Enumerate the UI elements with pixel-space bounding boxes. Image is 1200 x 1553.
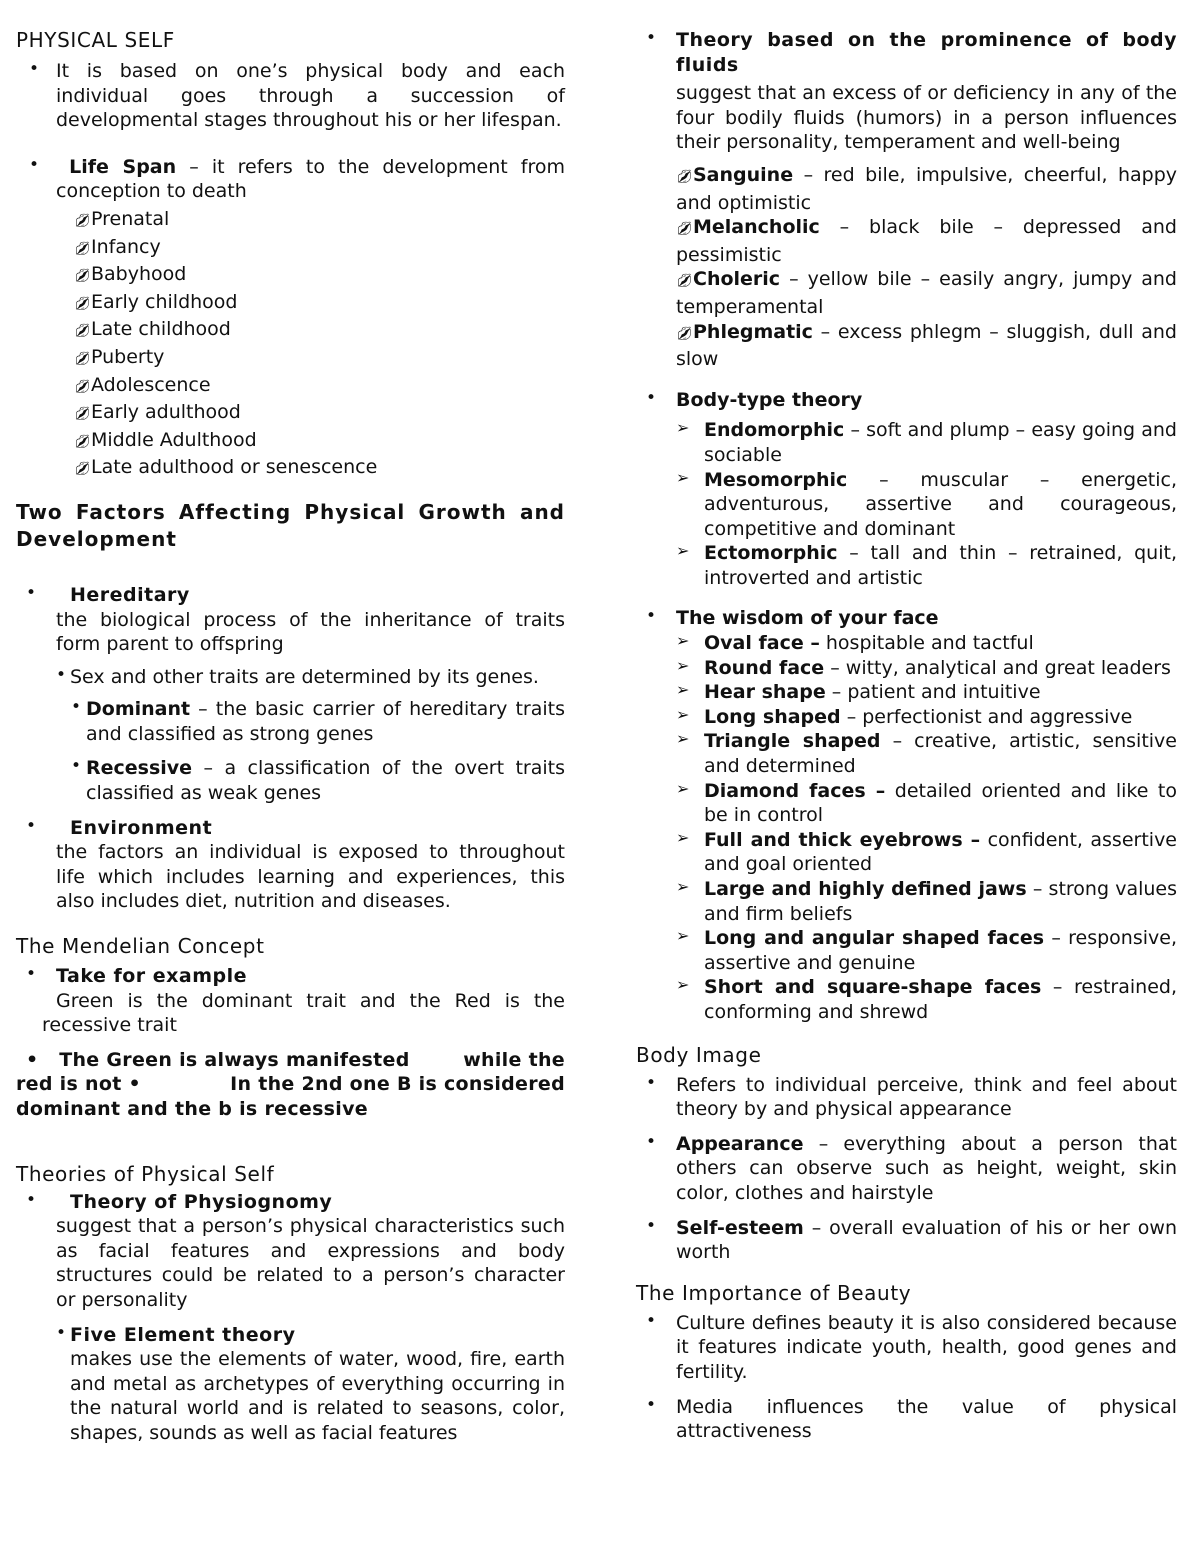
hereditary-term: Hereditary xyxy=(70,583,190,606)
physiognomy-term: Theory of Physiognomy xyxy=(70,1190,333,1213)
lips-icon: 💋︎ xyxy=(74,296,91,312)
body-image-item-1: • Refers to individual perceive, think and feel about theory by and physical appearance xyxy=(646,1072,1177,1121)
bullet-icon: • xyxy=(646,387,657,408)
face-item xyxy=(636,606,1177,1024)
list-item: ➢ Long shaped – perfectionist and aggressive xyxy=(676,704,1133,728)
list-item: ➢ Triangle shaped – creative, artistic, sensitive and determined xyxy=(676,729,1177,778)
bullet-icon: • xyxy=(71,697,82,718)
appearance-item: • Appearance – everything about a person that others can observe such as height, weight, skin color, clothes and hairstyle xyxy=(646,1131,1177,1204)
environment-def: the factors an individual is exposed to throughout life which includes learning and experiences, this also includes diet, nutrition and diseases. xyxy=(56,841,565,913)
right-column xyxy=(636,28,1177,1444)
list-item: ➢ Endomorphic – soft and plump – easy going and sociable xyxy=(676,418,1177,466)
arrow-icon: ➢ xyxy=(676,926,690,946)
list-item: ➢ Full and thick eyebrows – confident, assertive and goal oriented xyxy=(676,827,1177,876)
arrow-icon: ➢ xyxy=(676,680,690,700)
five-element-def: makes use the elements of water, wood, fire, earth and metal as archetypes of everything occurring in the natural world and is related to seasons, color, shapes, sounds as well as facial features xyxy=(70,1348,565,1444)
list-item: 💋︎Choleric – yellow bile – easily angry, jumpy and temperamental xyxy=(676,268,1177,318)
list-item: ➢ Hear shape – patient and intuitive xyxy=(676,680,1041,704)
lips-icon: 💋︎ xyxy=(676,274,693,290)
environment-term: Environment xyxy=(70,816,213,839)
bullet-icon: • xyxy=(646,1394,657,1415)
bullet-icon: • xyxy=(29,59,40,79)
arrow-icon: ➢ xyxy=(676,418,690,438)
example-term: Take for example xyxy=(56,965,248,988)
list-item: 💋︎Sanguine – red bile, impulsive, cheerful, happy and optimistic xyxy=(676,163,1177,214)
sex-item xyxy=(16,665,565,690)
two-factors-heading: Two Factors Affecting Physical Growth and Development xyxy=(16,499,565,551)
left-column xyxy=(16,28,565,1446)
bodytype-item xyxy=(636,388,1177,591)
lifespan-item xyxy=(16,155,565,204)
hereditary-def: the biological process of the inheritance of traits form parent to offspring xyxy=(56,608,565,656)
list-item: 💋︎Puberty xyxy=(74,345,565,373)
bullet-icon: • xyxy=(56,1322,67,1343)
list-item: 💋︎Middle Adulthood xyxy=(74,428,565,456)
sex-text: Sex and other traits are determined by its genes. xyxy=(70,665,539,688)
list-item: ➢ Oval face – hospitable and tactful xyxy=(676,631,1034,655)
list-item: 💋︎Adolescence xyxy=(74,373,565,401)
physiognomy-def: suggest that a person’s physical characteristics such as facial features and expressions and body structures could be related to a person’s character or personality xyxy=(56,1215,565,1311)
list-item: 💋︎Prenatal xyxy=(74,207,565,235)
bullet-icon: • xyxy=(56,664,67,685)
lips-icon: 💋︎ xyxy=(676,326,693,342)
bullet-icon: • xyxy=(646,1215,657,1236)
five-element-term: Five Element theory xyxy=(70,1323,296,1346)
environment-item xyxy=(16,816,565,841)
bullet-icon: • xyxy=(646,1131,657,1152)
list-item: ➢ Diamond faces – detailed oriented and like to be in control xyxy=(676,778,1178,827)
arrow-icon: ➢ xyxy=(676,704,690,724)
recessive-item xyxy=(16,756,565,805)
lifespan-def: – it refers to the development from conception to death xyxy=(56,155,565,203)
mendelian-bold-note: • The Green is always manifested while the red is not • In the 2nd one B is considered dominant and the b is recessive xyxy=(16,1048,565,1120)
lips-icon: 💋︎ xyxy=(74,407,91,423)
lips-icon: 💋︎ xyxy=(676,222,693,238)
list-item: ➢ Round face – witty, analytical and great leaders xyxy=(676,655,1171,679)
fluids-def: suggest that an excess of or deficiency in any of the four bodily fluids (humors) in a person influences their personality, temperament and well-being xyxy=(676,82,1177,154)
list-item: ➢ Mesomorphic – muscular – energetic, adventurous, assertive and courageous, competitive and dominant xyxy=(676,467,1177,540)
stages-list xyxy=(16,207,565,483)
arrow-icon: ➢ xyxy=(676,631,690,651)
bullet-icon: • xyxy=(128,1073,141,1096)
bullet-icon: • xyxy=(29,154,40,175)
fluids-term: Theory based on the prominence of body fluids xyxy=(676,29,1177,76)
arrow-icon: ➢ xyxy=(676,655,690,675)
example-text: Green is the dominant trait and the Red is the recessive trait xyxy=(42,989,565,1037)
bodytype-term: Body-type theory xyxy=(676,388,863,411)
lips-icon: 💋︎ xyxy=(676,169,693,185)
list-item: 💋︎Late adulthood or senescence xyxy=(74,455,565,483)
physiognomy-item xyxy=(16,1190,565,1215)
face-term: The wisdom of your face xyxy=(676,607,939,630)
list-item: 💋︎Babyhood xyxy=(74,262,565,290)
bullet-icon: • xyxy=(26,1048,39,1071)
body-image-heading: Body Image xyxy=(636,1042,762,1067)
list-item: 💋︎Infancy xyxy=(74,235,565,263)
arrow-icon: ➢ xyxy=(676,729,690,749)
intro-item xyxy=(16,59,565,133)
hereditary-item xyxy=(16,583,565,608)
lips-icon: 💋︎ xyxy=(74,241,91,257)
lifespan-term: Life Span xyxy=(69,155,177,178)
fluids-item xyxy=(636,28,1177,372)
arrow-icon: ➢ xyxy=(676,877,690,896)
physical-self-heading: PHYSICAL SELF xyxy=(16,28,175,52)
beauty-item-2: • Media influences the value of physical attractiveness xyxy=(646,1394,1177,1443)
bullet-icon: • xyxy=(26,1189,37,1210)
list-item: 💋︎Melancholic – black bile – depressed and pessimistic xyxy=(676,216,1177,266)
arrow-icon: ➢ xyxy=(676,778,690,798)
bullet-icon: • xyxy=(26,582,37,603)
bullet-icon: • xyxy=(26,815,37,836)
face-list xyxy=(676,631,1177,1025)
intro-text: It is based on one’s physical body and each individual goes through a succession of developmental stages throughout his or her lifespan. xyxy=(56,60,565,132)
lips-icon: 💋︎ xyxy=(74,434,91,450)
lips-icon: 💋︎ xyxy=(74,351,91,367)
humors-list xyxy=(676,163,1177,372)
dominant-item xyxy=(16,697,565,746)
example-item xyxy=(16,964,565,989)
dominant-text: Dominant – the basic carrier of hereditary traits and classified as strong genes xyxy=(86,698,565,745)
bullet-icon: • xyxy=(71,756,82,777)
theories-heading: Theories of Physical Self xyxy=(16,1161,275,1186)
list-item: 💋︎Early childhood xyxy=(74,290,565,318)
mendelian-heading: The Mendelian Concept xyxy=(16,934,265,959)
list-item: 💋︎Late childhood xyxy=(74,317,565,345)
list-item: ➢ Long and angular shaped faces – responsive, assertive and genuine xyxy=(676,926,1177,974)
list-item: ➢ Large and highly defined jaws – strong values and firm beliefs xyxy=(676,877,1177,925)
bullet-icon: • xyxy=(646,606,657,627)
bullet-icon: • xyxy=(26,964,37,985)
lips-icon: 💋︎ xyxy=(74,324,91,340)
beauty-item-1: • Culture defines beauty it is also considered because it features indicate youth, health, good genes and fertility. xyxy=(646,1310,1177,1383)
bullet-icon: • xyxy=(646,28,657,48)
list-item: 💋︎Phlegmatic – excess phlegm – sluggish, dull and slow xyxy=(676,320,1177,371)
arrow-icon: ➢ xyxy=(676,827,690,847)
arrow-icon: ➢ xyxy=(676,975,690,995)
arrow-icon: ➢ xyxy=(676,467,690,487)
bullet-icon: • xyxy=(646,1072,657,1093)
lips-icon: 💋︎ xyxy=(74,269,91,285)
recessive-text: Recessive – a classification of the overt traits classified as weak genes xyxy=(86,757,565,805)
lips-icon: 💋︎ xyxy=(74,462,91,478)
self-esteem-item: • Self-esteem – overall evaluation of his or her own worth xyxy=(646,1215,1177,1264)
list-item: 💋︎Early adulthood xyxy=(74,400,565,428)
lifespan-text xyxy=(56,155,565,204)
list-item: ➢ Ectomorphic – tall and thin – retrained, quit, introverted and artistic xyxy=(676,541,1177,589)
bullet-icon: • xyxy=(646,1310,657,1331)
beauty-heading: The Importance of Beauty xyxy=(636,1280,912,1305)
five-element-item xyxy=(16,1323,565,1446)
bodytype-list xyxy=(676,418,1177,590)
list-item: ➢ Short and square-shape faces – restrained, conforming and shrewd xyxy=(676,975,1177,1023)
arrow-icon: ➢ xyxy=(676,541,690,561)
lips-icon: 💋︎ xyxy=(74,379,91,395)
lips-icon: 💋︎ xyxy=(74,213,91,229)
